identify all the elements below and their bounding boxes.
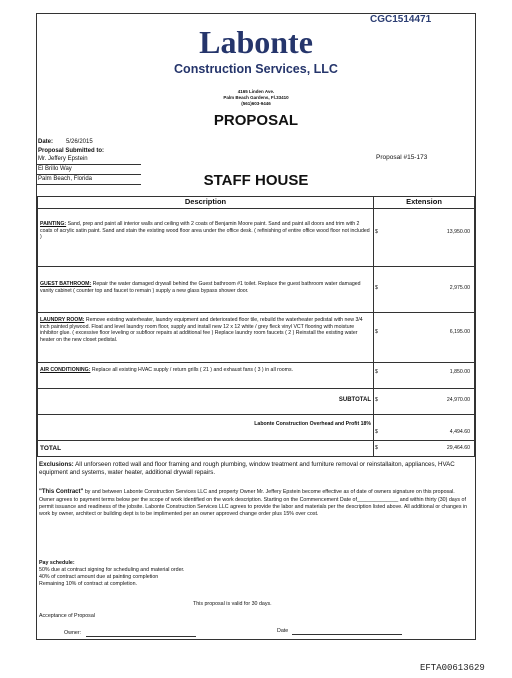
item-dollar: $ [374,313,384,363]
client-line-1 [37,164,141,165]
contract-label: "This Contract" [39,489,84,495]
owner-signature-line [86,636,196,637]
item-title: LAUNDRY ROOM: [40,317,85,323]
table-row [38,267,475,313]
subtotal-dollar: $ [374,389,384,415]
bates-number: EFTA00613629 [420,663,485,673]
item-amount: 6,195.00 [384,313,475,363]
line-items-table [37,196,475,457]
company-phone: (561)603-9446 [241,101,271,106]
item-amount: 2,975.00 [384,267,475,313]
overhead-label: Labonte Construction Overhead and Profit 18% [38,415,374,441]
client-city: Palm Beach, Florida [38,176,93,182]
contract-terms [39,489,471,517]
date-signature-line [292,634,402,635]
total-row [38,441,475,457]
validity-note: This proposal is valid for 30 days. [193,601,272,607]
client-name: Mr. Jeffery Epstein [38,156,88,162]
date-value: 5/26/2015 [66,139,93,145]
total-dollar: $ [374,441,384,457]
company-subtitle: Construction Services, LLC [174,62,338,76]
pay-item: Remaining 10% of contract at completion. [39,581,138,587]
item-amount: 1,850.00 [384,363,475,389]
client-street: El Brillo Way [38,166,72,172]
total-label: TOTAL [38,441,374,457]
license-number: CGC1514471 [370,14,432,25]
proposal-number: Proposal #15-173 [376,154,428,161]
page-title: PROPOSAL [213,112,299,129]
table-row [38,313,475,363]
item-title: PAINTING: [40,221,67,227]
company-address-2: Palm Beach Gardens, Fl.33410 [223,95,289,100]
date-sign-label: Date [277,628,289,634]
pay-schedule-label: Pay schedule: [39,560,75,566]
item-text: Sand, prep and paint all interior walls and ceiling with 2 coats of Benjamin Moore paint. Sand and paint all doors and trim with 2 coats of acrylic satin paint. Sand and stain the existing wood floor area under the office desk. ( refinishing of entire office wood floor not included ) [40,221,370,240]
subtotal-label: SUBTOTAL [38,389,374,415]
company-logo-text: Labonte [199,24,313,60]
item-dollar: $ [374,363,384,389]
item-text: Remove existing waterheater, laundry equipment and deteriorated floor tile, rebuild the waterheater pedistal with new 3/4 inch painted plywood. Float and level laundry room floor, supply and install new 12 x 12 white / grey fleck vinyl VCT flooring with moisture inhibitor glue. ( excessive floor leveling or subfloor repairs at additional fee ) Replace laundry room faucets ( 2 ) Reinstall the existing water heater on the new closet pedistal. [40,317,363,343]
contract-text: by and between Labonte Construction Services LLC and property Owner Mr. Jeffery Epstein become effective as of date of owners signature on this proposal. Owner agrees to payment terms below per the scope of work identified on the work description. Starting on the Commencement Date of______________ and within thirty (30) days of permit issuance and readiness of the jobsite. Labonte Construction Services LLC agrees to provide the labor and materials per the description listed above. All additional or changes in work by owner, architect or building dept is to be implimented per an owner approved change order plus 15% over cost. [39,489,468,517]
item-title: AIR CONDITIONING: [40,367,91,373]
item-dollar: $ [374,267,384,313]
table-row [38,209,475,267]
owner-label: Owner: [64,630,82,636]
item-text: Replace all existing HVAC supply / return grills ( 21 ) and exhaust fans ( 3 ) in all rooms. [91,367,294,373]
item-title: GUEST BATHROOM: [40,281,92,287]
overhead-amount: 4,494.60 [384,415,475,441]
acceptance-label: Acceptance of Proposal [39,613,95,619]
submitted-label: Proposal Submitted to: [38,148,104,154]
exclusions-label: Exclusions: [39,461,74,468]
col-description: Description [38,197,374,209]
subtotal-amount: 24,970.00 [384,389,475,415]
overhead-dollar: $ [374,415,384,441]
col-extension: Extension [374,197,475,209]
date-label: Date: [38,139,54,145]
table-row [38,363,475,389]
item-dollar: $ [374,209,384,267]
project-title: STAFF HOUSE [203,172,309,189]
item-text: Repair the water damaged drywall behind the Guest bathroom #1 toilet. Replace the guest bathroom water damaged vanity cabinet ( counter top and faucet to remain ) supply a new glass bypass shower door. [40,281,361,294]
item-amount: 13,950.00 [384,209,475,267]
pay-item: 50% due at contract signing for scheduling and material order. [39,567,185,573]
total-amount: 29,464.60 [384,441,475,457]
company-address-1: 4165 Linden Ave. [237,89,275,94]
pay-item: 40% of contract amount due at painting completion [39,574,159,580]
exclusions [39,461,471,477]
exclusions-text: All unforseen rotted wall and floor framing and rough plumbing, window treatment and furniture removal or reinstallaiton, appliances, HVAC equipment and systems, water heater, additional drywall repairs. [39,461,455,477]
subtotal-row [38,389,475,415]
overhead-row [38,415,475,441]
